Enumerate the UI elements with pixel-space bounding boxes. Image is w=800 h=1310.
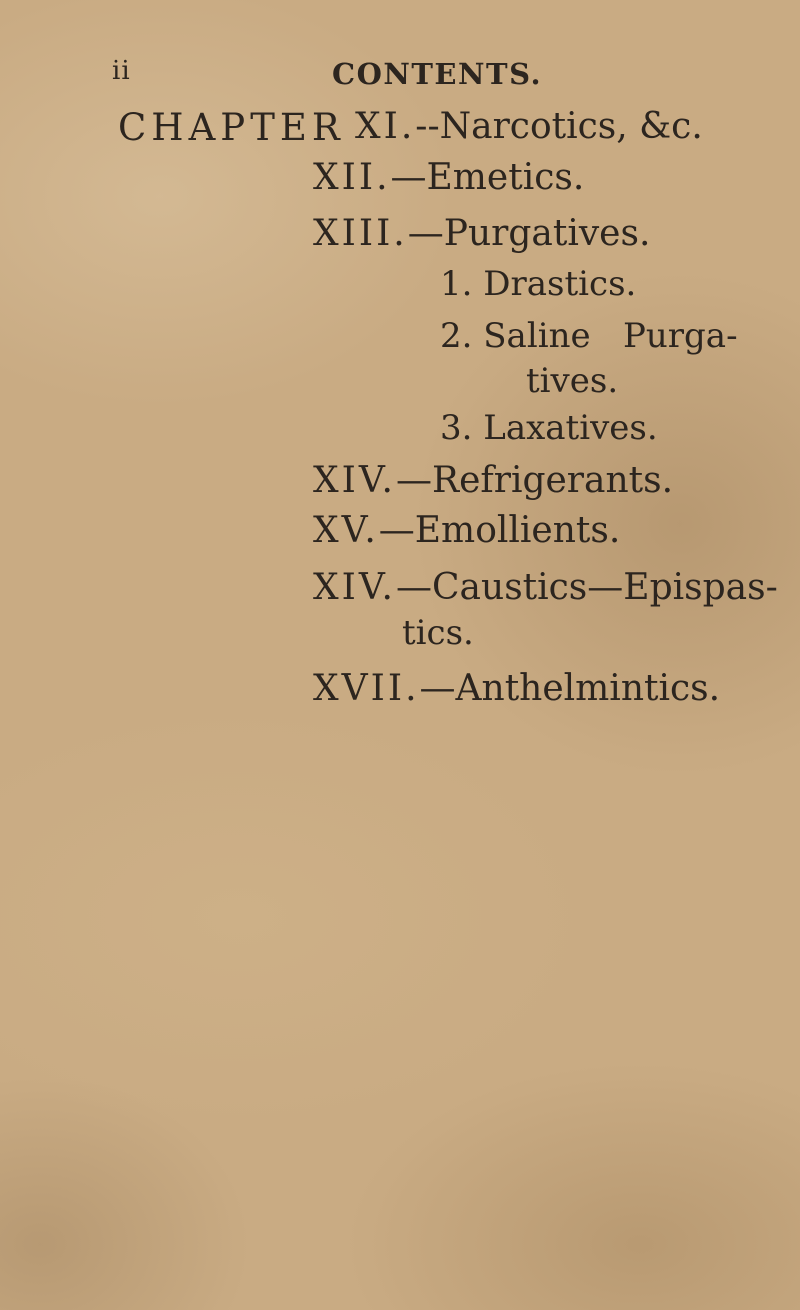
toc-entry-narcotics: [355, 106, 703, 147]
toc-entry-emollients: [313, 510, 620, 551]
toc-entry-anthelmintics: [313, 668, 720, 709]
toc-entry-numeral: XIV.: [313, 460, 396, 501]
subsection-saline-purgatives: [440, 316, 738, 356]
subsection-number: 1.: [440, 264, 473, 304]
toc-entry-title: —Anthelmintics.: [419, 668, 721, 709]
toc-entry-title: --Narcotics, &c.: [415, 106, 703, 147]
running-head: CONTENTS.: [332, 57, 543, 91]
toc-entry-numeral: XIII.: [313, 213, 408, 254]
subsection-number: 2.: [440, 316, 473, 356]
toc-entry-emetics: [313, 157, 584, 198]
subsection-number: 3.: [440, 408, 473, 448]
toc-entry-purgatives: [313, 213, 650, 254]
toc-entry-title: —Refrigerants.: [396, 460, 674, 501]
toc-entry-caustics: [313, 567, 778, 608]
toc-entry-title: —Purgatives.: [407, 213, 651, 254]
subsection-laxatives: [440, 408, 658, 448]
subsection-title: Drastics.: [483, 264, 637, 304]
toc-entry-numeral: XII.: [313, 157, 391, 198]
toc-entry-numeral: XVII.: [313, 668, 420, 709]
toc-entry-refrigerants: [313, 460, 673, 501]
toc-entry-title: —Caustics—Epispas-: [396, 567, 778, 608]
toc-entry-continuation: tics.: [402, 613, 474, 653]
subsection-title: Saline Purga-: [483, 316, 738, 356]
page-number: ii: [112, 56, 131, 86]
toc-entry-numeral: XI.: [355, 106, 416, 147]
toc-entry-numeral: XIV.: [313, 567, 396, 608]
toc-entry-title: —Emollients.: [378, 510, 621, 551]
subsection-continuation: tives.: [526, 361, 619, 401]
chapter-label: CHAPTER: [118, 106, 345, 149]
subsection-drastics: [440, 264, 636, 304]
toc-entry-numeral: XV.: [313, 510, 379, 551]
subsection-title: Laxatives.: [483, 408, 658, 448]
toc-entry-title: —Emetics.: [390, 157, 585, 198]
